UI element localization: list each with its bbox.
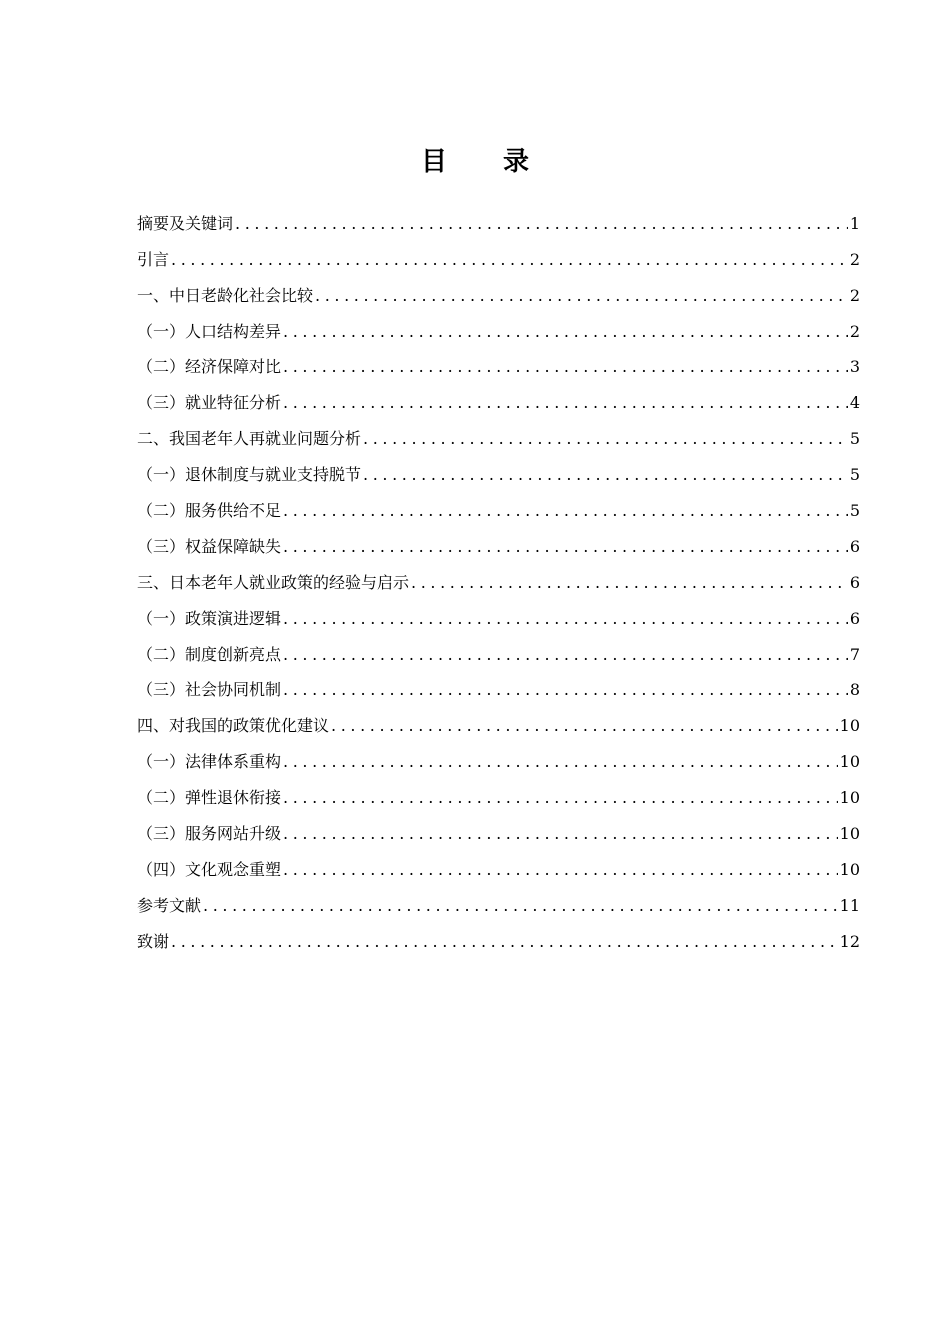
toc-entry-page-number: 4 <box>849 393 860 413</box>
toc-entry-title: 一、中日老龄化社会比较 <box>137 285 314 305</box>
toc-entry-title: 三、日本老年人就业政策的经验与启示 <box>137 572 410 592</box>
toc-entry-title: （二）经济保障对比 <box>137 357 282 377</box>
toc-entry-page-number: 7 <box>849 644 860 664</box>
toc-entry[interactable] <box>137 846 860 882</box>
toc-entry-page-number: 10 <box>839 716 860 736</box>
toc-entry[interactable] <box>137 344 860 380</box>
toc-entry-title: （一）法律体系重构 <box>137 752 282 772</box>
dot-leader <box>283 537 848 559</box>
toc-entry-title: （二）服务供给不足 <box>137 501 282 521</box>
toc-entry[interactable] <box>137 451 860 487</box>
toc-entry-title: （二）制度创新亮点 <box>137 644 282 664</box>
toc-entry-page-number: 12 <box>839 931 860 951</box>
toc-entry-page-number: 2 <box>849 285 860 305</box>
toc-entry-page-number: 11 <box>839 895 860 915</box>
toc-entry-page-number: 5 <box>849 501 860 521</box>
toc-entry[interactable] <box>137 379 860 415</box>
toc-entry-title: 致谢 <box>137 931 170 951</box>
toc-entry-title: （三）服务网站升级 <box>137 824 282 844</box>
dot-leader <box>283 788 838 810</box>
toc-entry[interactable] <box>137 200 860 236</box>
toc-entry-title: （一）政策演进逻辑 <box>137 608 282 628</box>
toc-entry[interactable] <box>137 415 860 451</box>
toc-entry-page-number: 10 <box>839 824 860 844</box>
dot-leader <box>283 645 848 667</box>
dot-leader <box>363 465 848 487</box>
dot-leader <box>171 250 848 272</box>
dot-leader <box>283 501 848 523</box>
dot-leader <box>283 680 848 702</box>
toc-entry-page-number: 6 <box>849 608 860 628</box>
toc-entry[interactable] <box>137 236 860 272</box>
dot-leader <box>283 824 838 846</box>
toc-entry-page-number: 6 <box>849 536 860 556</box>
dot-leader <box>283 393 848 415</box>
toc-entry-title: （一）退休制度与就业支持脱节 <box>137 465 362 485</box>
toc-entry[interactable] <box>137 523 860 559</box>
dot-leader <box>283 860 838 882</box>
toc-entry-title: 二、我国老年人再就业问题分析 <box>137 429 362 449</box>
toc-entry-page-number: 5 <box>849 429 860 449</box>
toc-entry[interactable] <box>137 631 860 667</box>
toc-entry-title: 四、对我国的政策优化建议 <box>137 716 330 736</box>
dot-leader <box>203 896 838 918</box>
toc-entry[interactable] <box>137 308 860 344</box>
toc-entry[interactable] <box>137 272 860 308</box>
toc-entry-title: （三）就业特征分析 <box>137 393 282 413</box>
toc-entry-page-number: 10 <box>839 752 860 772</box>
dot-leader <box>171 932 838 954</box>
dot-leader <box>283 752 838 774</box>
dot-leader <box>283 357 848 379</box>
toc-entry[interactable] <box>137 918 860 954</box>
page-title: 目录 <box>420 147 585 177</box>
toc-entry-page-number: 8 <box>849 680 860 700</box>
toc-entry-title: 参考文献 <box>137 895 202 915</box>
toc-entry-title: （三）社会协同机制 <box>137 680 282 700</box>
dot-leader <box>331 716 838 738</box>
toc-entry-title: （四）文化观念重塑 <box>137 859 282 879</box>
toc-entry[interactable] <box>137 595 860 631</box>
toc-entry[interactable] <box>137 738 860 774</box>
dot-leader <box>283 609 848 631</box>
toc-entry-page-number: 3 <box>849 357 860 377</box>
dot-leader <box>315 286 848 308</box>
toc-entry-page-number: 5 <box>849 465 860 485</box>
dot-leader <box>411 573 848 595</box>
dot-leader <box>283 322 848 344</box>
toc-entry[interactable] <box>137 702 860 738</box>
toc-entry-page-number: 2 <box>849 249 860 269</box>
toc-entry[interactable] <box>137 882 860 918</box>
toc-entry-title: （一）人口结构差异 <box>137 321 282 341</box>
toc-entry[interactable] <box>137 559 860 595</box>
toc-entry-page-number: 10 <box>839 859 860 879</box>
toc-entry[interactable] <box>137 774 860 810</box>
toc-entry-title: （二）弹性退休衔接 <box>137 788 282 808</box>
dot-leader <box>363 429 848 451</box>
toc-entry[interactable] <box>137 667 860 703</box>
table-of-contents <box>137 200 860 954</box>
toc-entry-page-number: 1 <box>849 213 860 233</box>
dot-leader <box>235 214 848 236</box>
toc-entry-page-number: 10 <box>839 788 860 808</box>
toc-entry-title: （三）权益保障缺失 <box>137 536 282 556</box>
toc-entry-title: 引言 <box>137 249 170 269</box>
toc-entry-title: 摘要及关键词 <box>137 213 234 233</box>
toc-entry-page-number: 6 <box>849 572 860 592</box>
toc-entry[interactable] <box>137 487 860 523</box>
toc-entry[interactable] <box>137 810 860 846</box>
toc-entry-page-number: 2 <box>849 321 860 341</box>
